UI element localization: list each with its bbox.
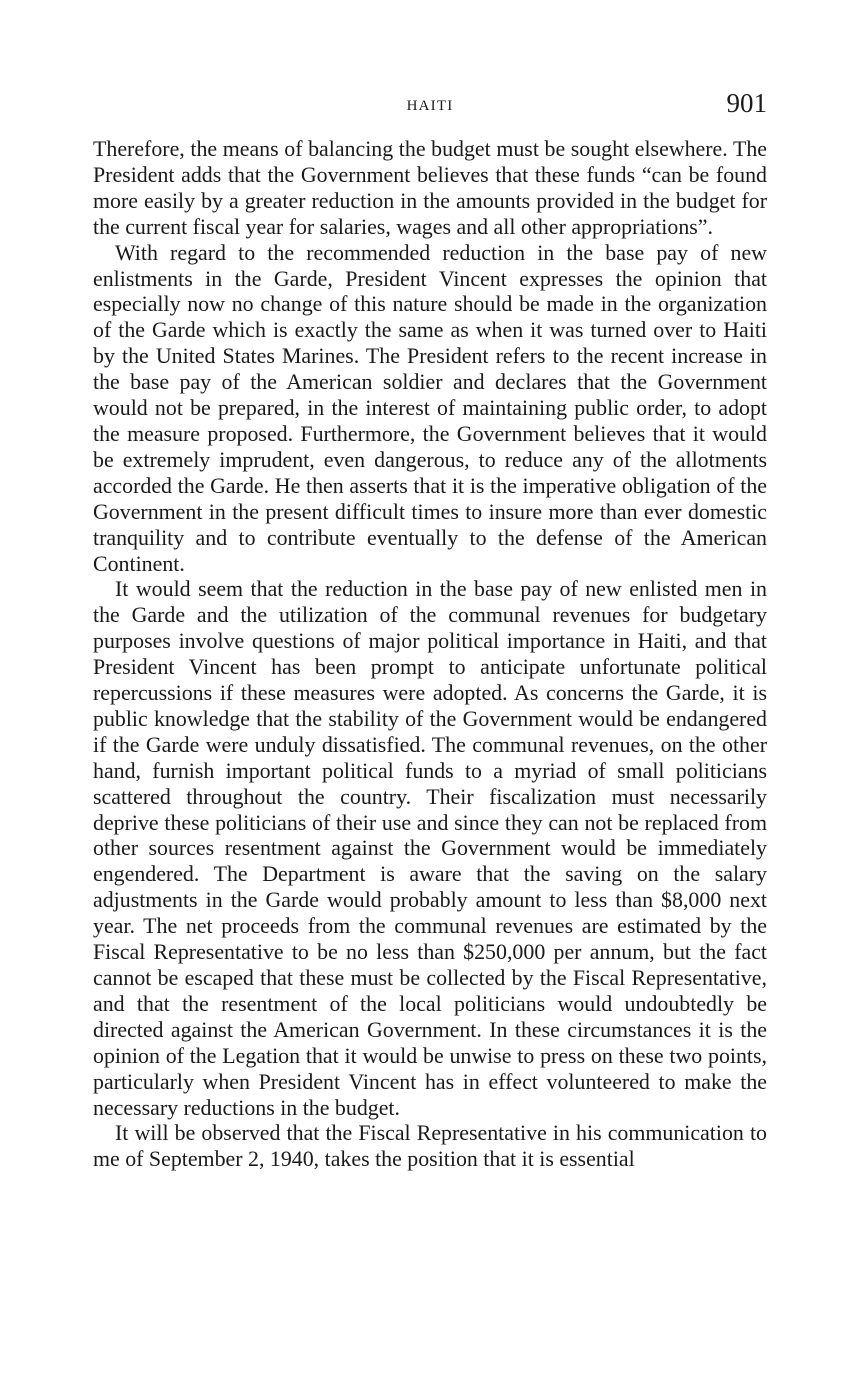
paragraph: Therefore, the means of balancing the budget must be sought elsewhere. The President adds that the Government believes that these funds “can be found more easily by a greater reduction in the amounts provided in the budget for the current fiscal year for salaries, wages and all other appropriations”. bbox=[93, 136, 767, 239]
body-text bbox=[93, 136, 767, 1172]
paragraph: It will be observed that the Fiscal Representative in his communication to me of September 2, 1940, takes the position that it is essential bbox=[93, 1120, 767, 1172]
paragraph: With regard to the recommended reduction in the base pay of new enlistments in the Garde, President Vincent expresses the opinion that especially now no change of this nature should be made in the organization of the Garde which is exactly the same as when it was turned over to Haiti by the United States Marines. The President refers to the recent increase in the base pay of the American soldier and declares that the Government would not be prepared, in the interest of maintaining public order, to adopt the measure proposed. Furthermore, the Government believes that it would be extremely imprudent, even dangerous, to reduce any of the allotments accorded the Garde. He then asserts that it is the imperative obligation of the Government in the present difficult times to insure more than ever domestic tranquility and to contribute eventually to the defense of the American Continent. bbox=[93, 239, 767, 576]
paragraph: It would seem that the reduction in the base pay of new enlisted men in the Garde and the utilization of the communal revenues for budgetary purposes involve questions of major political importance in Haiti, and that President Vincent has been prompt to anticipate unfortunate political repercussions if these measures were adopted. As concerns the Garde, it is public knowledge that the stability of the Government would be endangered if the Garde were unduly dissatisfied. The communal revenues, on the other hand, furnish important political funds to a myriad of small politicians scattered throughout the country. Their fiscalization must necessarily deprive these politicians of their use and since they can not be replaced from other sources resentment against the Government would be immediately engendered. The Department is aware that the saving on the salary adjustments in the Garde would probably amount to less than $8,000 next year. The net proceeds from the communal revenues are estimated by the Fiscal Representative to be no less than $250,000 per annum, but the fact cannot be escaped that these must be collected by the Fiscal Representative, and that the resentment of the local politicians would undoubtedly be directed against the American Government. In these circumstances it is the opinion of the Legation that it would be unwise to press on these two points, particularly when President Vincent has in effect volunteered to make the necessary reductions in the budget. bbox=[93, 576, 767, 1120]
running-head bbox=[93, 88, 767, 124]
running-title: HAITI bbox=[406, 98, 454, 114]
page-number: 901 bbox=[726, 88, 767, 118]
